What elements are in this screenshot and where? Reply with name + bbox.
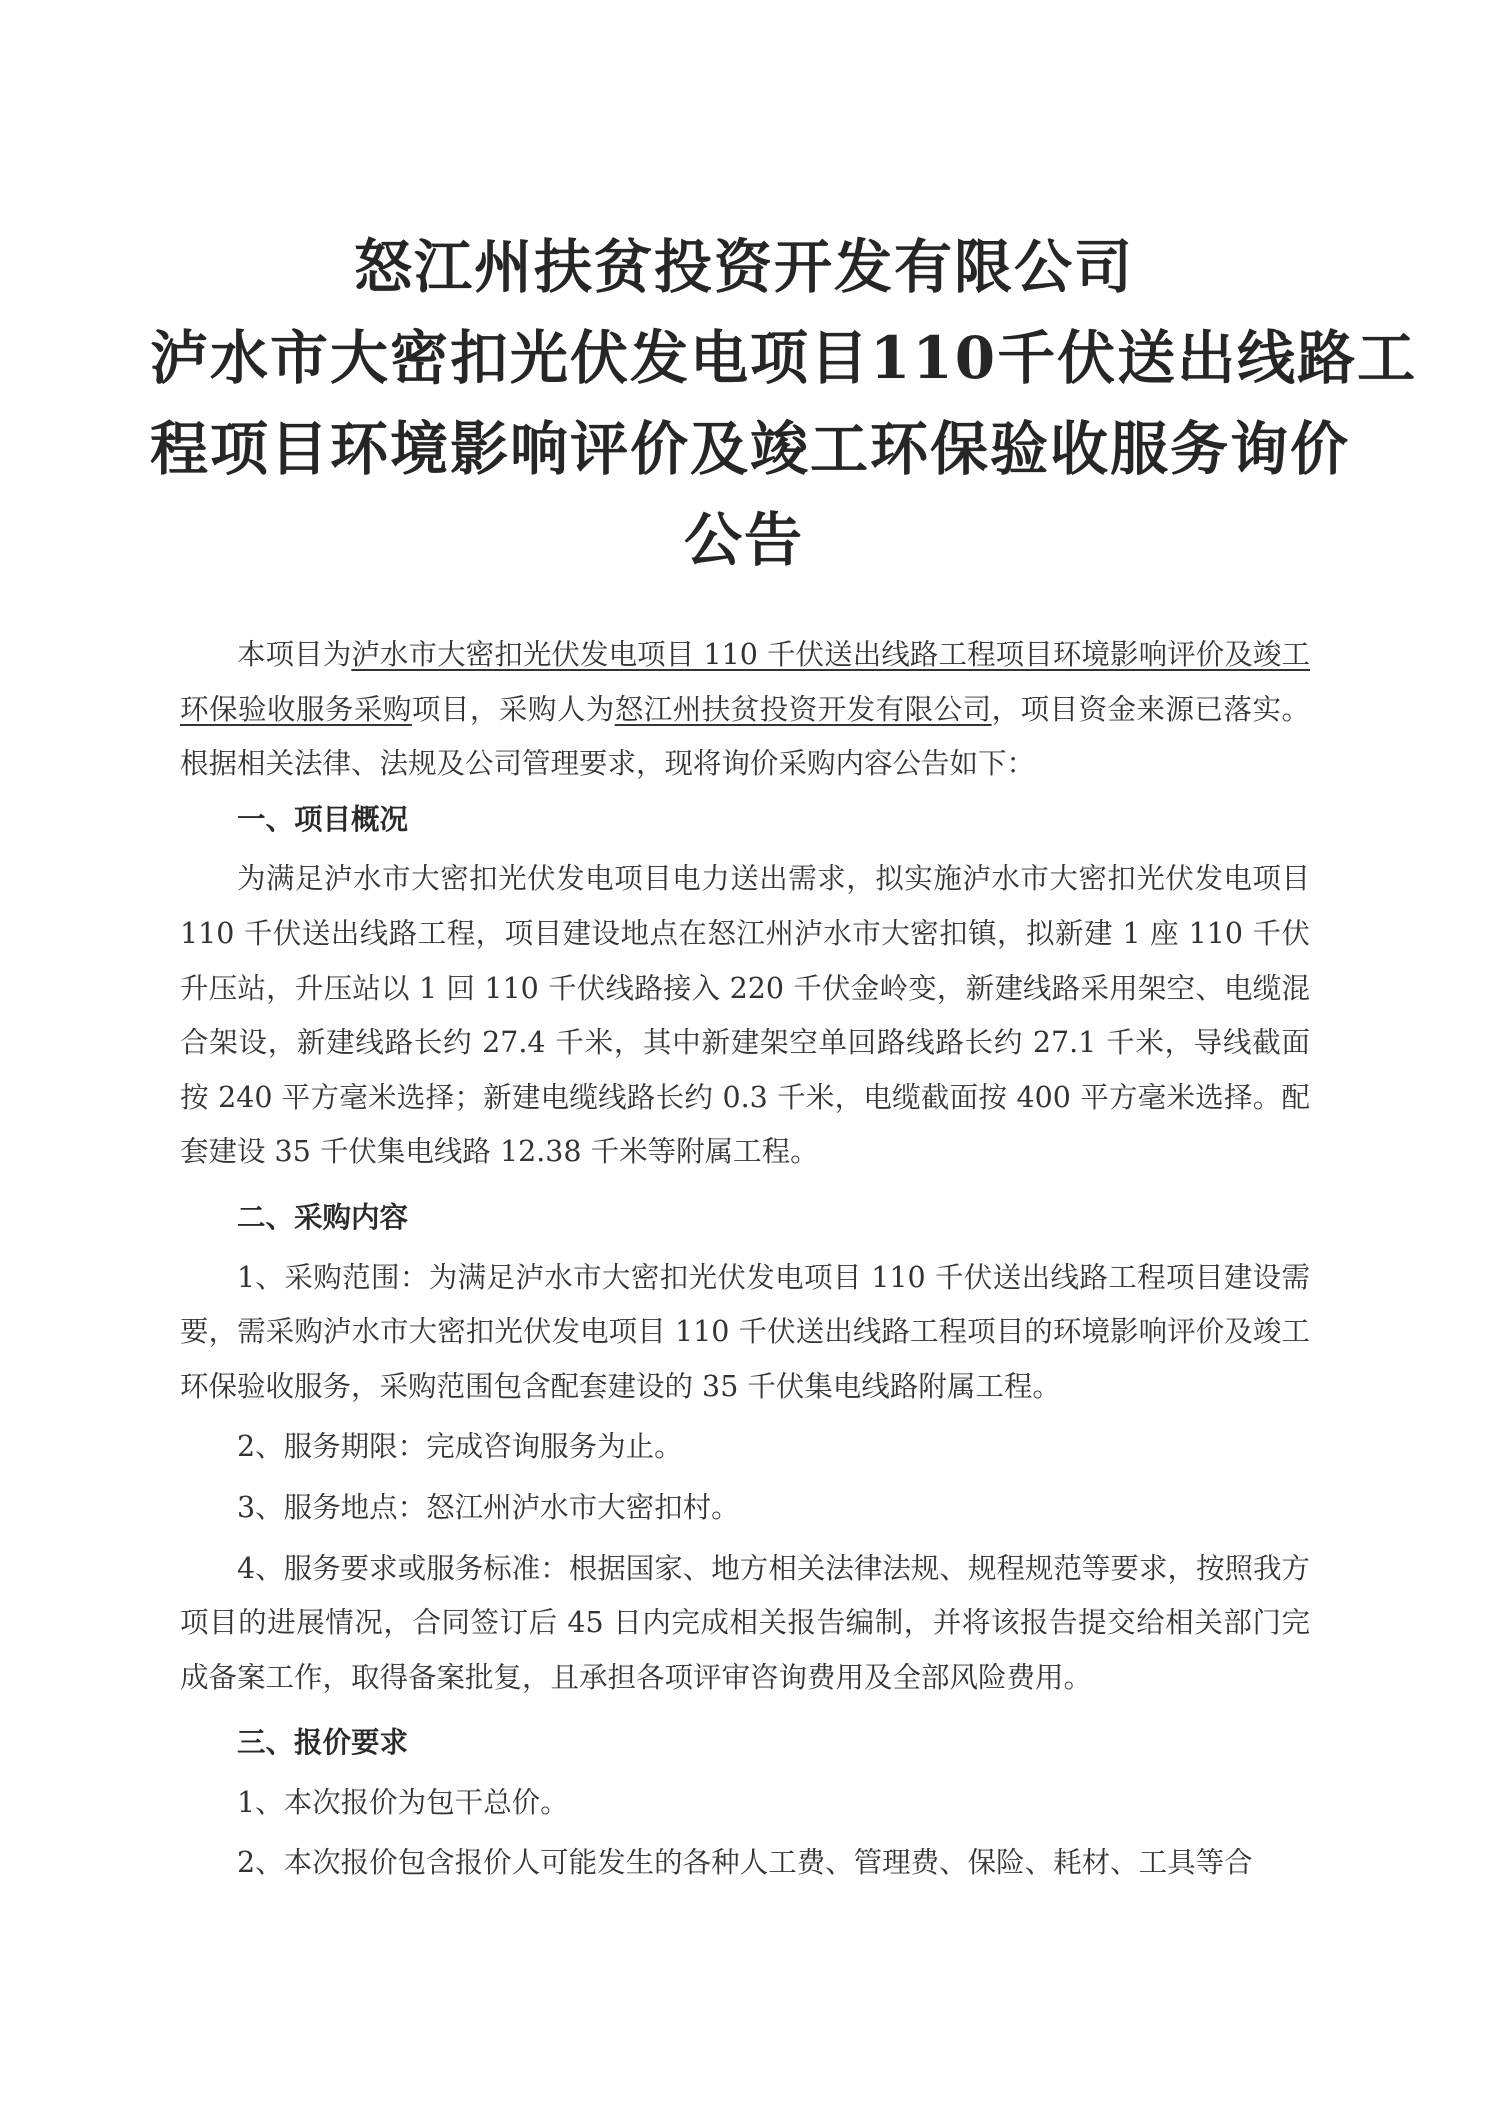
intro-prefix: 本项目为 — [237, 638, 352, 671]
title-line-2: 泸水市大密扣光伏发电项目110千伏送出线路工 — [150, 324, 1418, 392]
section-2-heading: 二、采购内容 — [237, 1199, 409, 1234]
title-line-3: 程项目环境影响评价及竣工环保验收服务询价 — [150, 415, 1351, 483]
intro-project-name: 泸水市大密扣光伏发电项目 110 千伏送出线路工程项目环境影响评价及竣工环保验收服务采购 — [180, 638, 1310, 726]
section-2-item: 4、服务要求或服务标准：根据国家、地方相关法律法规、规程规范等要求，按照我方项目的进展情况，合同签订后 45 日内完成相关报告编制，并将该报告提交给相关部门完成备案工作，取得备案批复，且承担各项评审咨询费用及全部风险费用。 — [180, 1551, 1310, 1694]
section-1-heading: 一、项目概况 — [237, 801, 409, 836]
intro-purchaser: 怒江州扶贫投资开发有限公司 — [614, 692, 992, 726]
section-1-text: 为满足泸水市大密扣光伏发电项目电力送出需求，拟实施泸水市大密扣光伏发电项目 110 千伏送出线路工程，项目建设地点在怒江州泸水市大密扣镇，拟新建 1 座 110 千伏升压站，升压站以 1 回 110 千伏线路接入 220 千伏金岭变，新建线路采用架空、电缆混合架设，新建线路长约 27.4 千米，其中新建架空单回路线路长约 27.1 千米，导线截面按 240 平方毫米选择；新建电缆线路长约 0.3 千米，电缆截面按 400 平方毫米选择。配套建设 35 千伏集电线路 12.38 千米等附属工程。 — [180, 862, 1310, 1169]
section-3-heading: 三、报价要求 — [237, 1725, 409, 1760]
title-line-4: 公告 — [683, 506, 804, 574]
section-2-item: 1、采购范围：为满足泸水市大密扣光伏发电项目 110 千伏送出线路工程项目建设需要，需采购泸水市大密扣光伏发电项目 110 千伏送出线路工程项目的环境影响评价及竣工环保验收服务，采购范围包含配套建设的 35 千伏集电线路附属工程。 — [180, 1260, 1310, 1403]
intro-suffix: ，项目资金来源已落实。根据相关法律、法规及公司管理要求，现将询价采购内容公告如下： — [180, 692, 1310, 781]
title-company: 怒江州扶贫投资开发有限公司 — [353, 233, 1134, 301]
section-3-item: 1、本次报价为包干总价。 — [237, 1785, 569, 1819]
intro-middle: 项目，采购人为 — [411, 692, 615, 726]
section-2-item: 2、服务期限：完成咨询服务为止。 — [237, 1430, 683, 1464]
intro-paragraph — [180, 628, 1310, 792]
document-body — [180, 628, 1310, 1891]
section-2-item: 3、服务地点：怒江州泸水市大密扣村。 — [237, 1490, 740, 1524]
section-3-item: 2、本次报价包含报价人可能发生的各种人工费、管理费、保险、耗材、工具等合 — [237, 1846, 1253, 1880]
document-title — [150, 226, 1418, 581]
